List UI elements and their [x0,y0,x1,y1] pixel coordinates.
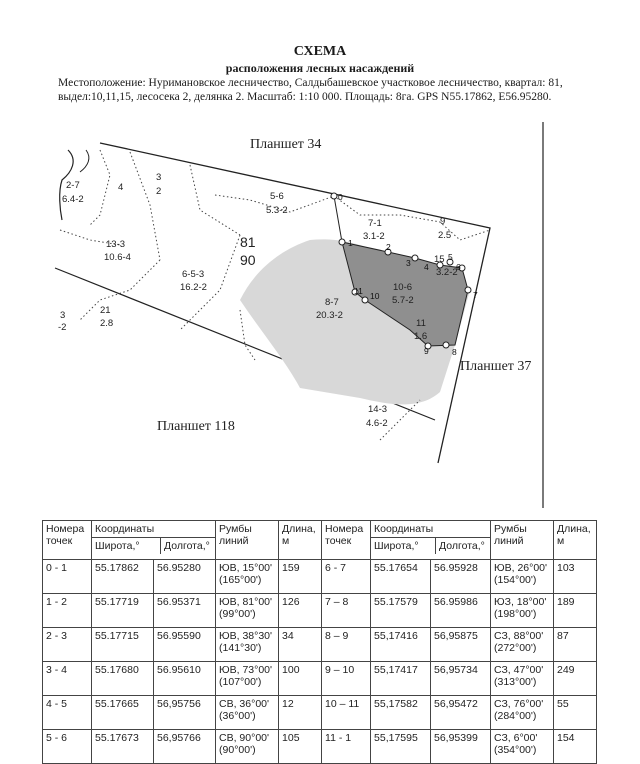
cell: 126 [279,594,322,628]
point-label: 6 [456,262,461,272]
cell: 55.17654 [371,560,431,594]
cell: 0 - 1 [43,560,92,594]
sheet-label-34: Планшет 34 [250,137,322,152]
river-line-2 [80,150,89,172]
header-coords-label: Координаты [92,521,215,538]
cell: 56,95756 [154,696,216,730]
cell: 34 [279,628,322,662]
cell: 56,95875 [430,628,490,662]
header-bearing: Румбы линий [216,521,279,560]
document-subtitle: расположения лесных насаждений [225,61,415,75]
point-label: 3 [406,258,411,268]
stand-label: 9 [440,216,446,227]
cell: 56,95399 [430,730,490,764]
table-row [43,696,597,730]
cell: 1 - 2 [43,594,92,628]
header-coords-2 [371,521,491,560]
point-3-marker [412,255,418,261]
cell: 4 - 5 [43,696,92,730]
point-label: 1 [348,238,353,248]
stand-label: 3 [60,310,66,321]
quarter-sub-number: 90 [240,252,256,268]
cell: 55.17665 [92,696,154,730]
cell: 9 – 10 [322,662,371,696]
cell: 56.95371 [154,594,216,628]
stand-label: 8-7 [325,297,339,308]
cell: ЮВ, 81°00' (99°00') [216,594,279,628]
point-label: 7 [473,290,478,300]
sheet-label-37: Планшет 37 [460,359,532,374]
cell: 249 [554,662,597,696]
stand-label: 13-3 [106,239,126,250]
point-7-marker [465,287,471,293]
cell: 56.95928 [430,560,490,594]
header-coords-label-2: Координаты [371,521,490,538]
cell: СВ, 90°00' (90°00') [216,730,279,764]
cell: СВ, 36°00' (36°00') [216,696,279,730]
point-0-marker [331,193,337,199]
cell: 103 [554,560,597,594]
sheet-label-118: Планшет 118 [157,419,235,434]
stand-label: 7-1 [368,218,382,229]
cell: ЮВ, 26°00' (154°00') [491,560,554,594]
cell: 56.95986 [430,594,490,628]
stand-label: 6-5-3 [182,269,205,280]
stand-label: 15 [434,254,445,265]
location-line-2: выдел:10,11,15, лесосека 2, делянка 2. Масштаб: 1:10 000. Площадь: 8га. GPS N55.17862, E56.95280. [58,91,552,103]
stand-label: 4.6-2 [366,418,388,429]
stand-label: 3.1-2 [363,231,385,242]
cell: ЮВ, 38°30' (141°30') [216,628,279,662]
location-line-1: Местоположение: Нуримановское лесничество, Салдыбашевское участковое лесничество, квартал: 81, [58,77,563,89]
cell: 87 [554,628,597,662]
coordinates-table [42,520,597,764]
stand-label: 14-3 [368,404,388,415]
point-10-marker [362,297,368,303]
point-label: 0 [338,192,343,202]
cell: 55.17719 [92,594,154,628]
stand-label: 2-7 [66,180,80,191]
cell: СЗ, 47°00' (313°00') [491,662,554,696]
point-label: 4 [424,262,429,272]
header-lat: Широта,° [92,538,161,554]
stand-label: 10-6 [393,282,413,293]
point-label: 2 [386,242,391,252]
cell: 8 – 9 [322,628,371,662]
cell: 154 [554,730,597,764]
cell: 55 [554,696,597,730]
stand-label: 3 [156,172,162,183]
cell: 55,17417 [371,662,431,696]
cell: 55.17579 [371,594,431,628]
stand-label: -2 [58,322,67,333]
stand-label: 5.3-2 [266,205,288,216]
cell: 105 [279,730,322,764]
stand-label: 5-6 [270,191,284,202]
route-0-1 [334,196,342,242]
cell: СЗ, 6°00' (354°00') [491,730,554,764]
table-row [43,560,597,594]
point-8-marker [443,342,449,348]
header-points: Номера точек [43,521,92,560]
header-length: Длина, м [279,521,322,560]
point-label: 10 [370,291,380,301]
stand-label: 16.2-2 [180,282,207,293]
cell: СЗ, 76°00' (284°00') [491,696,554,730]
point-1-marker [339,239,345,245]
cell: 11 - 1 [322,730,371,764]
stand-label: 10.6-4 [104,252,131,263]
cell: ЮВ, 15°00' (165°00') [216,560,279,594]
table-row [43,662,597,696]
stand-label: 11 [416,318,426,329]
table-row [43,628,597,662]
cell: 159 [279,560,322,594]
cell: 7 – 8 [322,594,371,628]
header-length-2: Длина, м [554,521,597,560]
cell: 6 - 7 [322,560,371,594]
header-lon: Долгота,° [164,540,210,552]
stand-label: 21 [100,305,111,316]
cell: 55,17595 [371,730,431,764]
header-points-2: Номера точек [322,521,371,560]
cell: СЗ, 88°00' (272°00') [491,628,554,662]
cell: 100 [279,662,322,696]
stand-label: 2 [156,186,162,197]
stand-label: 5.7-2 [392,295,414,306]
stand-label: 2.5 [438,230,452,241]
header-bearing-2: Румбы линий [491,521,554,560]
cell: 12 [279,696,322,730]
document-title: СХЕМА [293,44,347,59]
table-header-row [43,521,597,560]
cell: 56,95766 [154,730,216,764]
cell: 189 [554,594,597,628]
stand-label: 3.2-2 [436,267,458,278]
cell: ЮВ, 73°00' (107°00') [216,662,279,696]
stand-label: 2.8 [100,318,114,329]
stand-label: 4 [118,182,124,193]
header-lon-2: Долгота,° [439,540,485,552]
stand-label: 1.6 [414,331,428,342]
cell: 56.95610 [154,662,216,696]
cell: 55,17416 [371,628,431,662]
cell: 5 - 6 [43,730,92,764]
point-label: 5 [448,252,453,262]
stand-label: 20.3-2 [316,310,343,321]
cell: 55.17715 [92,628,154,662]
quarter-number: 81 [240,234,256,250]
point-label: 8 [452,347,457,357]
cell: 55,17582 [371,696,431,730]
cell: 55.17680 [92,662,154,696]
cell: 56,95472 [430,696,490,730]
cell: 3 - 4 [43,662,92,696]
cell: 56.95280 [154,560,216,594]
table-row [43,730,597,764]
cell: 56,95734 [430,662,490,696]
table-row [43,594,597,628]
cell: 10 – 11 [322,696,371,730]
cell: ЮЗ, 18°00' (198°00') [491,594,554,628]
cell: 2 - 3 [43,628,92,662]
header-lat-2: Широта,° [371,538,436,554]
point-label: 9 [424,346,429,356]
stand-label: 6.4-2 [62,194,84,205]
cell: 56.95590 [154,628,216,662]
cell: 55.17673 [92,730,154,764]
header-coords [92,521,216,560]
cell: 55.17862 [92,560,154,594]
point-label: 11 [354,286,363,296]
